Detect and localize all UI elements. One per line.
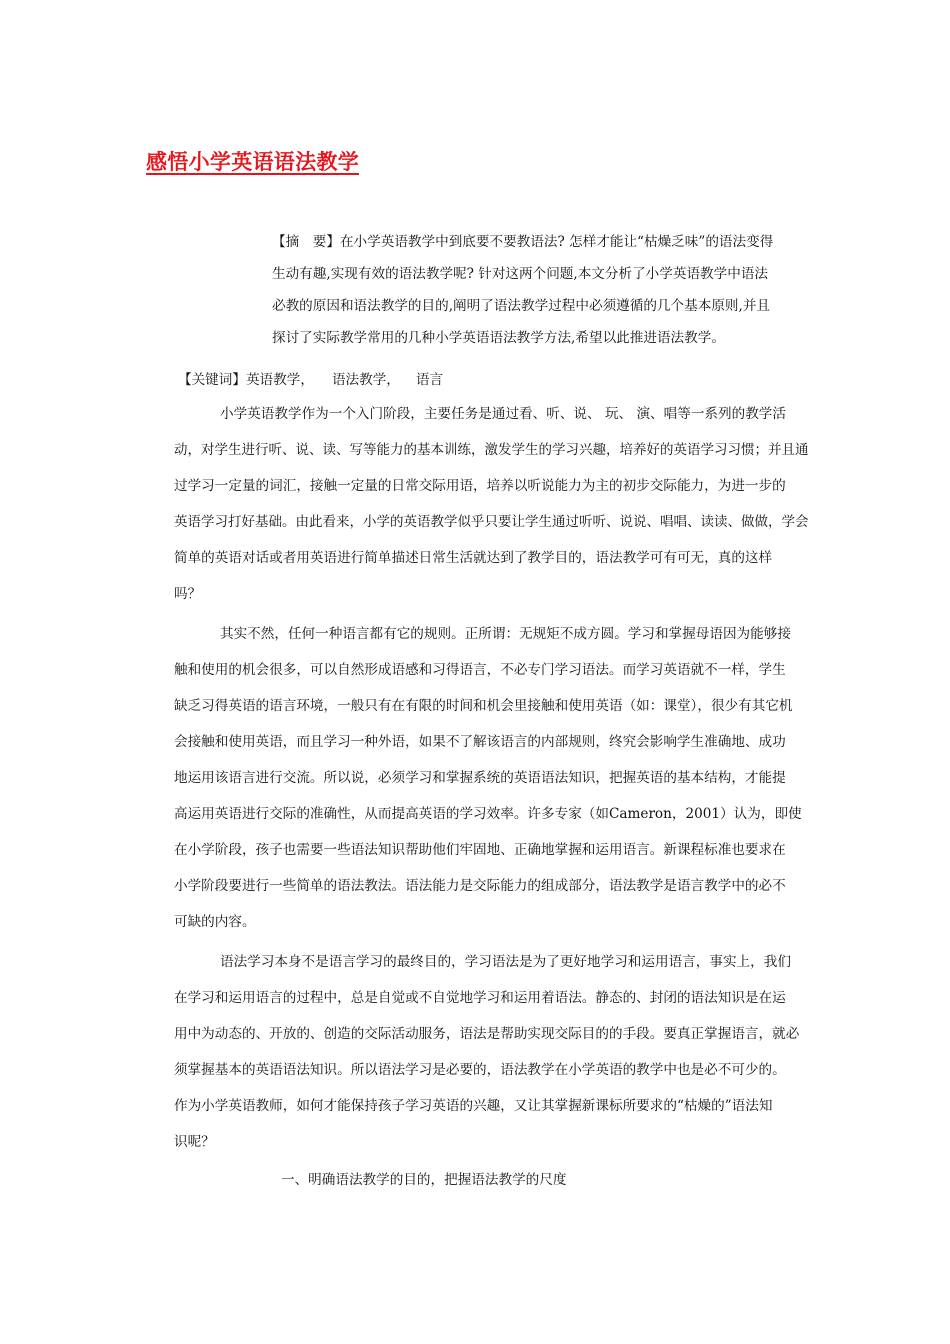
- paragraph-line: 简单的英语对话或者用英语进行简单描述日常生活就达到了教学目的，语法教学可有可无，真的这样: [174, 550, 773, 566]
- keywords-label: 【关键词】: [178, 372, 246, 388]
- paragraph-line: 动，对学生进行听、说、读、写等能力的基本训练，激发学生的学习兴趣，培养好的英语学习习惯；并且通: [174, 442, 809, 458]
- abstract-line: [272, 226, 810, 258]
- keyword: 语言: [415, 372, 444, 388]
- paragraph-line: 触和使用的机会很多，可以自然形成语感和习得语言，不必专门学习语法。而学习英语就不一样，学生: [174, 662, 786, 678]
- paragraph-line: 识呢？: [174, 1134, 215, 1150]
- abstract-label: 【摘 要】: [272, 234, 340, 250]
- paragraph-line: 须掌握基本的英语语法知识。所以语法学习是必要的，语法教学在小学英语的教学中也是必不可少的。: [174, 1062, 786, 1078]
- keyword: 语法教学，: [331, 372, 400, 388]
- paragraph-line: 小学阶段要进行一些简单的语法教法。语法能力是交际能力的组成部分，语法教学是语言教学中的必不: [174, 878, 786, 894]
- paragraph-line: 可缺的内容。: [174, 914, 256, 930]
- paragraph-line: 其实不然，任何一种语言都有它的规则。正所谓：无规矩不成方圆。学习和掌握母语因为能够接: [220, 626, 791, 642]
- paragraph-line: 高运用英语进行交际的准确性，从而提高英语的学习效率。许多专家（如Cameron，2001）认为，即使: [174, 806, 802, 822]
- keyword: 英语教学，: [245, 372, 314, 388]
- abstract-block: [272, 226, 810, 354]
- document-title: 感悟小学英语语法教学: [146, 150, 359, 174]
- abstract-line: 生动有趣,实现有效的语法教学呢? 针对这两个问题,本文分析了小学英语教学中语法: [272, 266, 769, 282]
- paragraph-line: 地运用该语言进行交流。所以说，必须学习和掌握系统的英语语法知识，把握英语的基本结构，才能提: [174, 770, 786, 786]
- paragraph-line: 语法学习本身不是语言学习的最终目的，学习语法是为了更好地学习和运用语言，事实上，我们: [220, 954, 791, 970]
- abstract-text: 在小学英语教学中到底要不要教语法? 怎样才能让“枯燥乏味”的语法变得: [339, 234, 774, 250]
- paragraph-2: [174, 616, 810, 940]
- paragraph-line: 吗？: [174, 586, 202, 602]
- paragraph-line: 在小学阶段，孩子也需要一些语法知识帮助他们牢固地、正确地掌握和运用语言。新课程标准也要求在: [174, 842, 786, 858]
- paragraph-line: 缺乏习得英语的语言环境，一般只有在有限的时间和机会里接触和使用英语（如：课堂），很少有其它机: [174, 698, 793, 714]
- paragraph-line: 过学习一定量的词汇，接触一定量的日常交际用语，培养以听说能力为主的初步交际能力，为进一步的: [174, 478, 786, 494]
- keywords-line: [178, 368, 443, 392]
- section-heading: 一、明确语法教学的目的，把握语法教学的尺度: [281, 1172, 567, 1188]
- paragraph-line: 作为小学英语教师，如何才能保持孩子学习英语的兴趣，又让其掌握新课标所要求的“枯燥的”语法知: [174, 1098, 773, 1114]
- abstract-line: 探讨了实际教学常用的几种小学英语语法教学方法,希望以此推进语法教学。: [272, 330, 725, 346]
- paragraph-1: [174, 396, 810, 612]
- abstract-line: 必教的原因和语法教学的目的,阐明了语法教学过程中必须遵循的几个基本原则,并且: [272, 298, 771, 314]
- paragraph-line: 英语学习打好基础。由此看来，小学的英语教学似乎只要让学生通过听听、说说、唱唱、读读、做做，学会: [174, 514, 809, 530]
- paragraph-line: 用中为动态的、开放的、创造的交际活动服务，语法是帮助实现交际目的的手段。要真正掌握语言，就必: [174, 1026, 800, 1042]
- paragraph-line: 会接触和使用英语，而且学习一种外语，如果不了解该语言的内部规则，终究会影响学生准确地、成功: [174, 734, 786, 750]
- paragraph-line: 小学英语教学作为一个入门阶段，主要任务是通过看、听、说、 玩、 演、唱等一系列的教学活: [220, 406, 786, 422]
- paragraph-3: [174, 944, 810, 1160]
- paragraph-line: 在学习和运用语言的过程中，总是自觉或不自觉地学习和运用着语法。静态的、封闭的语法知识是在运: [174, 990, 786, 1006]
